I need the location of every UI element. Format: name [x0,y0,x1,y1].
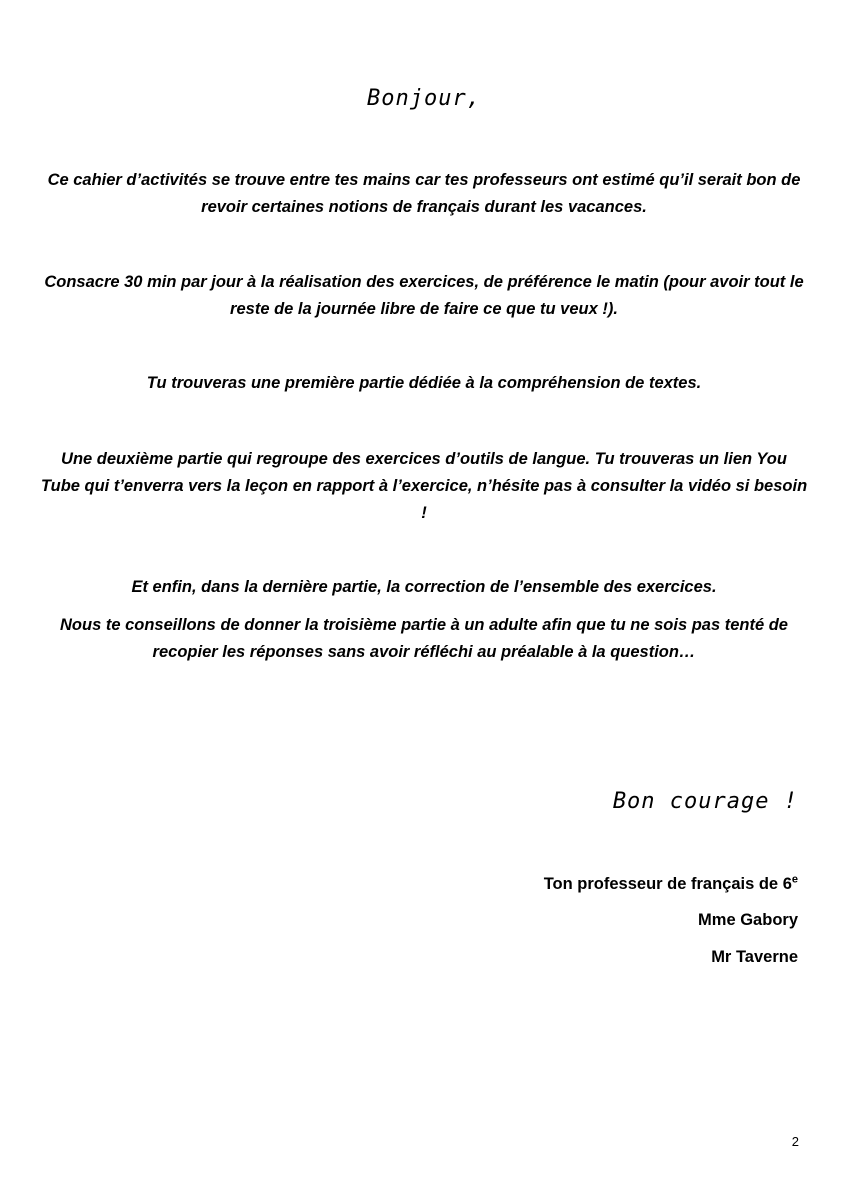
page-number: 2 [791,1134,799,1149]
signature-title-superscript: e [791,873,798,886]
signature-name-2: Mr Taverne [711,948,798,966]
closing-line: Bon courage ! [612,789,798,814]
paragraph-part-two: Une deuxième partie qui regroupe des exercices d’outils de langue. Tu trouveras un lien You Tube qui t’enverra vers la leçon en rapport à l’exercice, n’hésite pas à consulter la vidéo si besoin ! [40,450,808,522]
signature-title [544,873,798,895]
greeting-heading: Bonjour, [367,86,481,111]
paragraph-intro: Ce cahier d’activités se trouve entre tes mains car tes professeurs ont estimé qu’il serait bon de revoir certaines notions de français durant les vacances. [47,171,801,216]
paragraph-part-three: Et enfin, dans la dernière partie, la correction de l’ensemble des exercices. [131,578,717,596]
paragraph-advice: Nous te conseillons de donner la troisième partie à un adulte afin que tu ne sois pas tenté de recopier les réponses sans avoir réfléchi au préalable à la question… [60,616,788,661]
signature-title-text: Ton professeur de français de 6 [543,875,792,893]
paragraph-schedule: Consacre 30 min par jour à la réalisation des exercices, de préférence le matin (pour avoir tout le reste de la journée libre de faire ce que tu veux !). [44,273,804,318]
signature-name-1: Mme Gabory [698,911,798,929]
paragraph-part-one: Tu trouveras une première partie dédiée à la compréhension de textes. [146,374,702,392]
